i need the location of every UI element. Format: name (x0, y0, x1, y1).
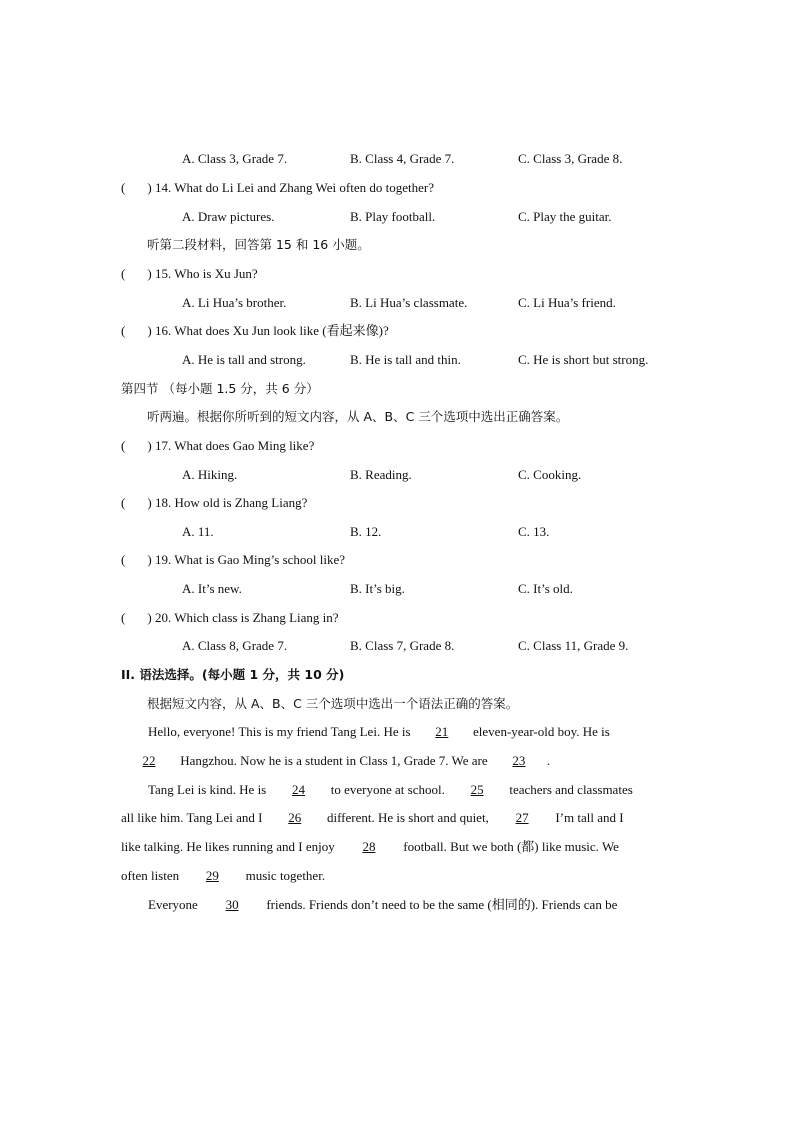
section-4-title: 第四节 （每小题 1.5 分，共 6 分） (121, 381, 319, 396)
passage-line: like talking. He likes running and I enjoy 28 football. But we both (都) like music. We (121, 839, 619, 854)
option-b: B. Class 4, Grade 7. (350, 151, 455, 166)
option-a: A. Draw pictures. (182, 209, 275, 224)
question-20 (121, 610, 339, 626)
blank-29[interactable]: 29 (205, 868, 219, 883)
option-c: C. Class 11, Grade 9. (518, 638, 629, 653)
instruction-part2: 听第二段材料，回答第 15 和 16 小题。 (147, 237, 370, 252)
part-2-title: II. 语法选择。(每小题 1 分，共 10 分) (121, 667, 345, 682)
option-a: A. It’s new. (182, 581, 242, 596)
option-b: B. Play football. (350, 209, 436, 224)
option-b: B. 12. (350, 524, 382, 539)
blank-27[interactable]: 27 (515, 810, 529, 825)
blank-25[interactable]: 25 (470, 782, 484, 797)
answer-paren[interactable]: ( ) (121, 180, 152, 195)
option-c: C. 13. (518, 524, 550, 539)
option-a: A. Class 3, Grade 7. (182, 151, 288, 166)
option-a: A. He is tall and strong. (182, 352, 306, 367)
question-stem: 17. What does Gao Ming like? (155, 438, 315, 453)
question-stem: 15. Who is Xu Jun? (155, 266, 258, 281)
blank-22[interactable]: 22 (142, 753, 156, 768)
option-c: C. Class 3, Grade 8. (518, 151, 623, 166)
question-stem: 18. How old is Zhang Liang? (155, 495, 308, 510)
passage-line: often listen 29 music together. (121, 868, 326, 883)
option-c: C. Li Hua’s friend. (518, 295, 616, 310)
question-17 (121, 438, 314, 454)
section-4-instruction: 听两遍。根据你所听到的短文内容，从 A、B、C 三个选项中选出正确答案。 (147, 409, 569, 424)
answer-paren[interactable]: ( ) (121, 552, 152, 567)
passage-line: Tang Lei is kind. He is 24 to everyone at school. 25 teachers and classmates (148, 782, 633, 797)
blank-21[interactable]: 21 (435, 724, 449, 739)
blank-28[interactable]: 28 (362, 839, 376, 854)
option-c: C. It’s old. (518, 581, 573, 596)
question-18 (121, 495, 307, 511)
answer-paren[interactable]: ( ) (121, 323, 152, 338)
passage-line: Hello, everyone! This is my friend Tang Lei. He is 21 eleven-year-old boy. He is (148, 724, 610, 739)
answer-paren[interactable]: ( ) (121, 438, 152, 453)
blank-24[interactable]: 24 (292, 782, 305, 797)
option-b: B. It’s big. (350, 581, 405, 596)
option-a: A. 11. (182, 524, 214, 539)
option-a: A. Class 8, Grade 7. (182, 638, 288, 653)
option-b: B. Reading. (350, 467, 412, 482)
blank-26[interactable]: 26 (288, 810, 302, 825)
answer-paren[interactable]: ( ) (121, 495, 152, 510)
option-b: B. He is tall and thin. (350, 352, 461, 367)
option-a: A. Hiking. (182, 467, 238, 482)
option-c: C. Play the guitar. (518, 209, 612, 224)
answer-paren[interactable]: ( ) (121, 266, 152, 281)
blank-30[interactable]: 30 (225, 897, 239, 912)
question-16 (121, 323, 389, 339)
question-19 (121, 552, 345, 568)
passage-line: all like him. Tang Lei and I 26 different. He is short and quiet, 27 I’m tall and I (121, 810, 624, 825)
blank-23[interactable]: 23 (512, 753, 526, 768)
question-stem: 14. What do Li Lei and Zhang Wei often do together? (155, 180, 434, 195)
option-c: C. Cooking. (518, 467, 582, 482)
question-15 (121, 266, 258, 282)
passage-line: Everyone 30 friends. Friends don’t need to be the same (相同的). Friends can be (148, 897, 618, 912)
answer-paren[interactable]: ( ) (121, 610, 152, 625)
option-b: B. Li Hua’s classmate. (350, 295, 468, 310)
question-stem: 19. What is Gao Ming’s school like? (155, 552, 346, 567)
part-2-instruction: 根据短文内容，从 A、B、C 三个选项中选出一个语法正确的答案。 (147, 696, 519, 711)
question-14 (121, 180, 434, 196)
passage-line: 22 Hangzhou. Now he is a student in Class 1, Grade 7. We are 23 . (121, 753, 550, 769)
option-b: B. Class 7, Grade 8. (350, 638, 455, 653)
option-c: C. He is short but strong. (518, 352, 649, 367)
option-a: A. Li Hua’s brother. (182, 295, 287, 310)
question-stem: 16. What does Xu Jun look like (看起来像)? (155, 323, 389, 338)
question-stem: 20. Which class is Zhang Liang in? (155, 610, 339, 625)
